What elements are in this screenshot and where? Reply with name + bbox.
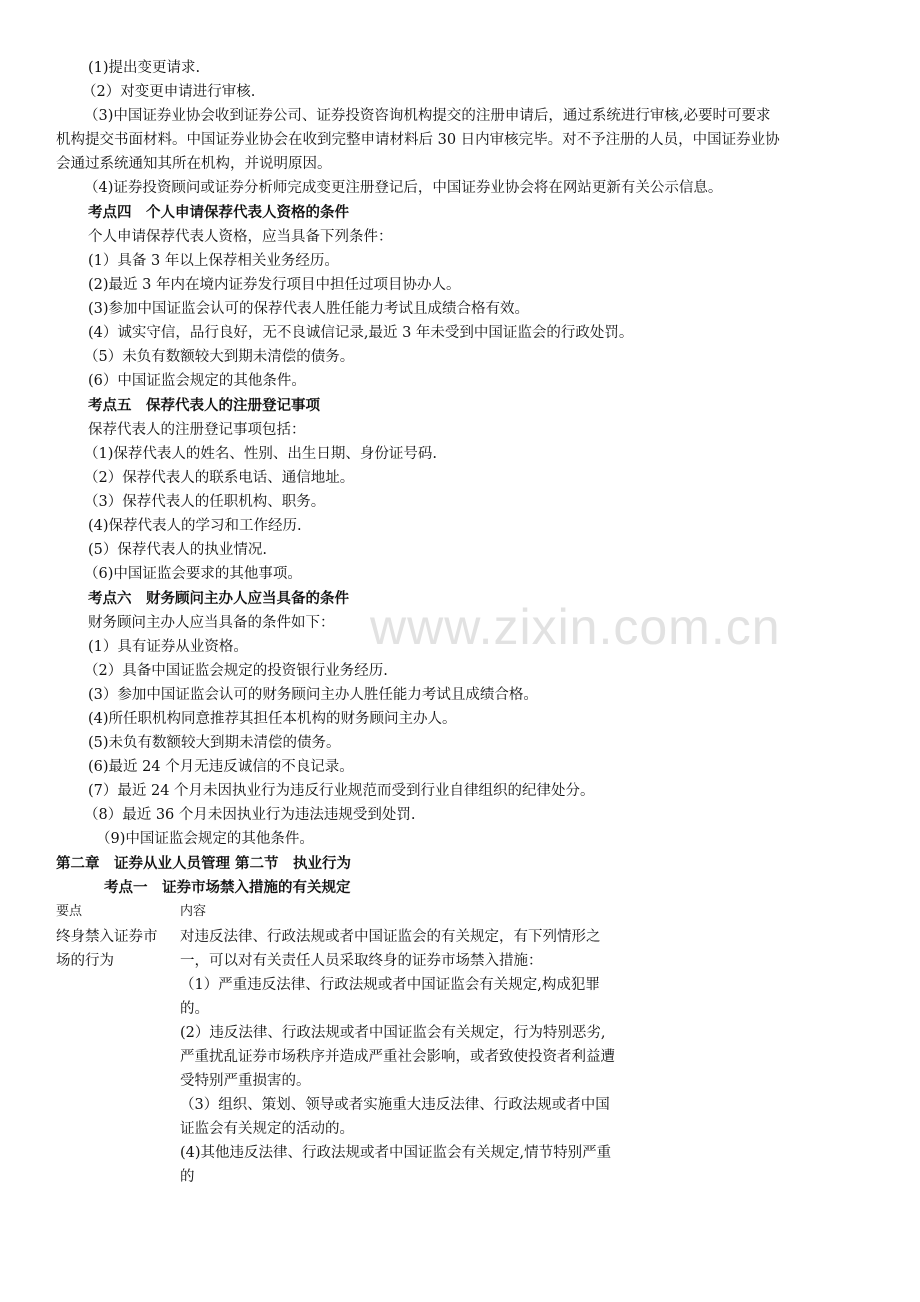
table-content-line: （1）严重违反法律、行政法规或者中国证监会有关规定,构成犯罪 [180,977,600,993]
table-content-line: 证监会有关规定的活动的。 [180,1121,354,1137]
text-line: （8）最近 36 个月未因执业行为违法违规受到处罚. [84,807,416,823]
chapter-heading: 第二章 证券从业人员管理 第二节 执业行为 [56,856,352,872]
text-line: （2）对变更申请进行审核. [82,84,256,100]
table-content-line: (2）违反法律、行政法规或者中国证监会有关规定，行为特别恶劣, [180,1025,606,1041]
text-line: (2)最近 3 年内在境内证券发行项目中担任过项目协办人。 [88,277,461,293]
text-line: (1）具备 3 年以上保荐相关业务经历。 [88,253,339,269]
text-line: （1)保荐代表人的姓名、性别、出生日期、身份证号码. [84,446,437,462]
text-line: (3)参加中国证监会认可的保荐代表人胜任能力考试且成绩合格有效。 [88,301,530,317]
table-header-content: 内容 [180,904,207,919]
text-line: (4)所任职机构同意推荐其担任本机构的财务顾问主办人。 [88,711,457,727]
text-line: （6)中国证监会要求的其他事项。 [84,566,302,582]
text-line: 保荐代表人的注册登记事项包括： [88,422,306,438]
text-line: （3)中国证券业协会收到证券公司、证券投资咨询机构提交的注册申请后，通过系统进行审核,必要时可要求 [84,108,771,124]
table-content-line: 严重扰乱证券市场秩序并造成严重社会影响，或者致使投资者利益遭 [180,1049,615,1065]
text-line: （3）保荐代表人的任职机构、职务。 [84,494,326,510]
section-heading: 考点一 证券市场禁入措施的有关规定 [104,880,351,896]
text-line: (6)最近 24 个月无违反诚信的不良记录。 [88,759,354,775]
table-content-line: （3）组织、策划、领导或者实施重大违反法律、行政法规或者中国 [180,1097,610,1113]
text-line: （9)中国证监会规定的其他条件。 [96,831,314,847]
text-line: 会通过系统通知其所在机构，并说明原因。 [56,156,332,172]
text-line: (5）保荐代表人的执业情况. [88,542,267,558]
text-line: (5)未负有数额较大到期未清偿的债务。 [88,735,341,751]
section-heading: 考点五 保荐代表人的注册登记事项 [88,398,320,414]
text-line: 机构提交书面材料。中国证券业协会在收到完整申请材料后 30 日内审核完毕。对不予注册的人员，中国证券业协 [56,132,780,148]
watermark: www.zixin.com.cn [370,599,781,655]
text-line: （2）保荐代表人的联系电话、通信地址。 [84,470,355,486]
text-line: (4）诚实守信，品行良好，无不良诚信记录,最近 3 年未受到中国证监会的行政处罚。 [88,325,634,341]
table-content-line: 的。 [180,1001,209,1017]
text-line: （4)证券投资顾问或证券分析师完成变更注册登记后，中国证券业协会将在网站更新有关公示信息。 [84,180,723,196]
text-line: （5）未负有数额较大到期未清偿的债务。 [84,349,355,365]
table-content-line: (4)其他违反法律、行政法规或者中国证监会有关规定,情节特别严重 [180,1145,612,1161]
table-header-key: 要点 [56,904,83,919]
text-line: 个人申请保荐代表人资格，应当具备下列条件： [88,229,393,245]
table-content-line: 一，可以对有关责任人员采取终身的证券市场禁入措施： [180,953,543,969]
text-line: (7）最近 24 个月未因执业行为违反行业规范而受到行业自律组织的纪律处分。 [88,783,595,799]
text-line: (1）具有证券从业资格。 [88,639,248,655]
text-line: (3）参加中国证监会认可的财务顾问主办人胜任能力考试且成绩合格。 [88,687,538,703]
section-heading: 考点四 个人申请保荐代表人资格的条件 [88,205,349,221]
table-key-line: 终身禁入证券市 [56,929,158,945]
table-content-line: 对违反法律、行政法规或者中国证监会的有关规定，有下列情形之 [180,929,601,945]
table-content-line: 受特别严重损害的。 [180,1073,311,1089]
text-line: （2）具备中国证监会规定的投资银行业务经历. [84,663,388,679]
text-line: 财务顾问主办人应当具备的条件如下： [88,615,335,631]
table-content-line: 的 [180,1169,195,1185]
text-line: (1)提出变更请求. [88,60,201,76]
text-line: (6）中国证监会规定的其他条件。 [88,373,306,389]
text-line: (4)保荐代表人的学习和工作经历. [88,518,302,534]
table-key-line: 场的行为 [56,953,114,969]
section-heading: 考点六 财务顾问主办人应当具备的条件 [88,591,349,607]
